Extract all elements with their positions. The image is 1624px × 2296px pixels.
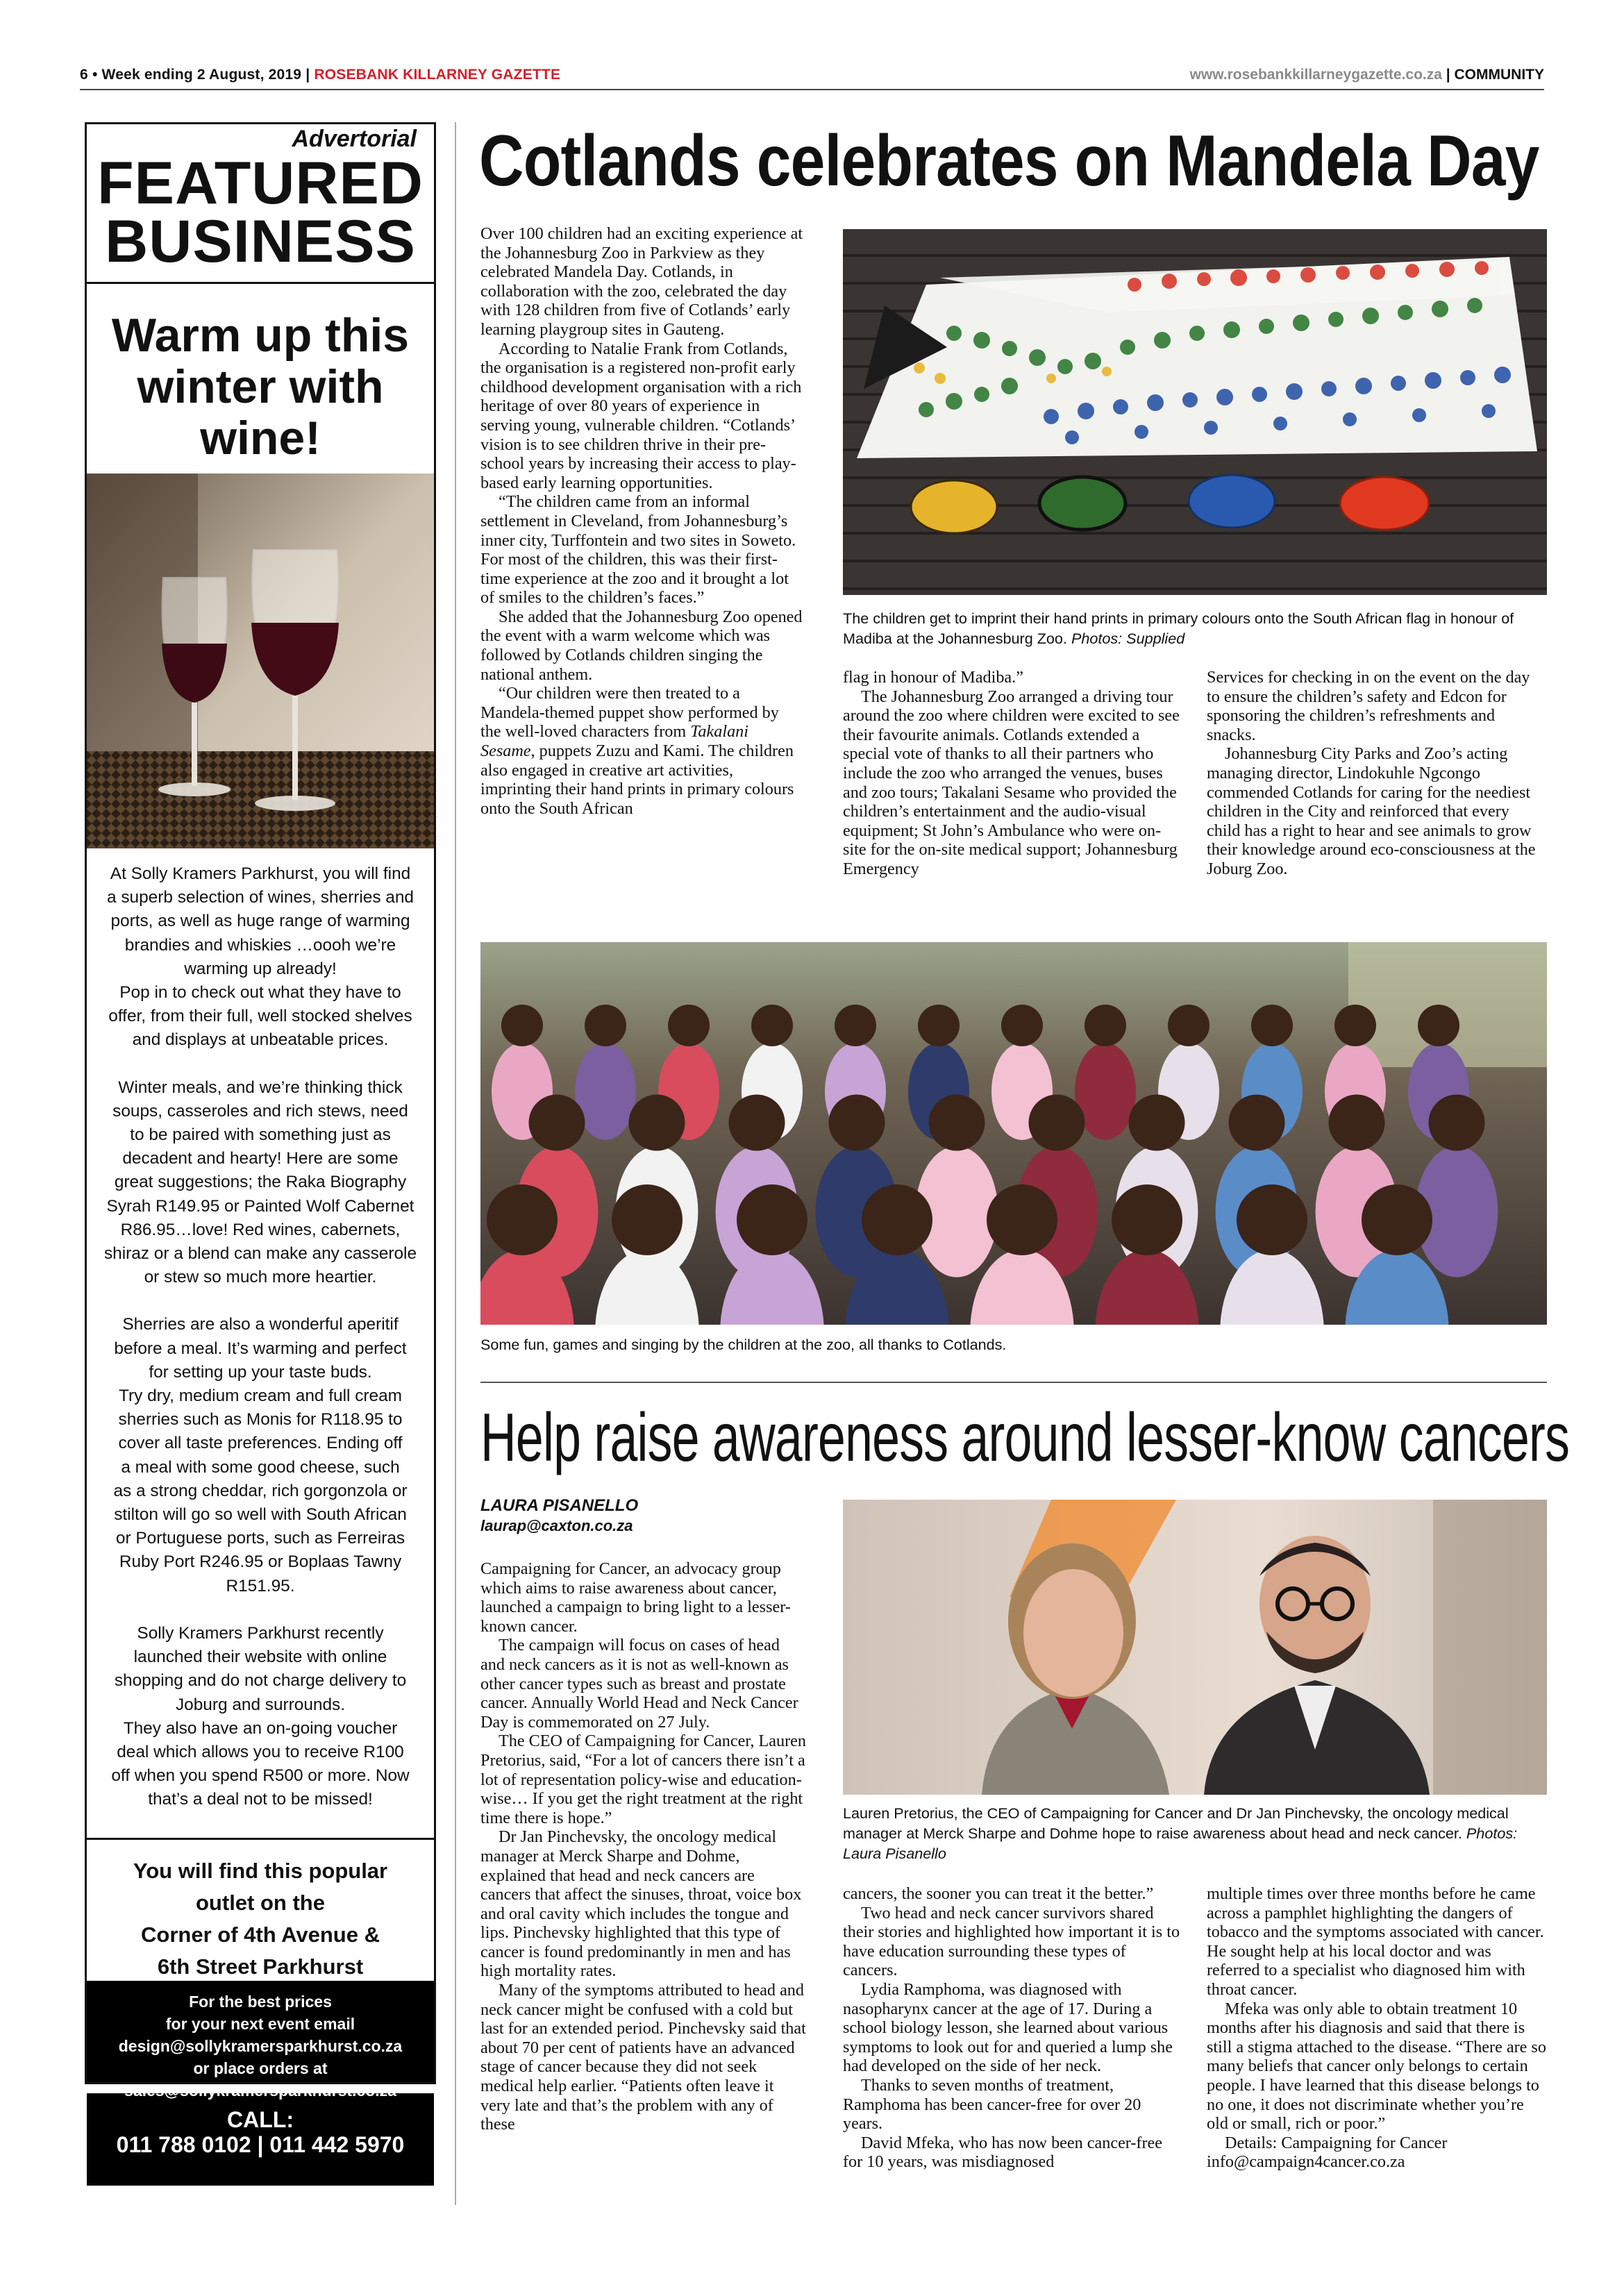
advert-copy-line: R86.95…love! Red wines, cabernets, <box>120 1220 401 1239</box>
location-line: outlet on the <box>196 1891 325 1915</box>
advert-copy-line: Syrah R149.95 or Painted Wolf Cabernet <box>106 1196 415 1216</box>
advert-copy-line: stilton will go so well with South African <box>114 1505 407 1525</box>
child-head <box>929 1095 985 1151</box>
call-numbers[interactable]: 011 788 0102 | 011 442 5970 <box>116 2132 405 2157</box>
article-1-paragraph: The Johannesburg Zoo arranged a driving tour around the zoo where children were excited to see their favourite animals. Cotlands extended a special vote of thanks to all their partners who include the zoo who arranged the venues, buses and zoo tours; Takalani Sesame who provided the children’s entertainment and the audio-visual equipment; St John’s Ambulance who were on-site for the on-site medical support; Johannesburg Emergency <box>843 687 1180 878</box>
advert-copy-line: shopping and do not charge delivery to <box>114 1671 407 1691</box>
photo-caption-1 <box>843 608 1547 648</box>
article-2-byline: LAURA PISANELLO <box>480 1496 639 1515</box>
website-link[interactable]: www.rosebankkillarneygazette.co.za <box>1189 67 1442 83</box>
photo-credit: Photos: Laura Pisanello <box>843 1825 1518 1862</box>
handprint-flag-photo <box>843 229 1547 595</box>
advert-copy-line: warming up already! <box>184 959 337 978</box>
article-1-paragraph: Over 100 children had an exciting experience at the Johannesburg Zoo in Parkview as they celebrated Mandela Day. Cotlands, in collaboration with the zoo, celebrated the day with 128 children from five of Cotlands’ early learning playgroup sites in Gauteng. <box>480 224 803 339</box>
advert-copy-gap <box>94 1053 427 1076</box>
photo-credit: Photos: Supplied <box>1071 630 1185 647</box>
page-header-left <box>80 67 560 83</box>
article-2-paragraph: Campaigning for Cancer, an advocacy group which aims to raise awareness about cancer, launched a campaign to bring light to a lesser-known cancer. <box>480 1559 791 1636</box>
email-link-sales[interactable]: sales@sollykramersparkhurst.co.za <box>124 2081 396 2100</box>
article-1-column-1 <box>480 224 803 818</box>
child-head <box>987 1184 1057 1255</box>
child-head <box>1001 1005 1043 1046</box>
advert-call <box>87 2107 434 2157</box>
photo-caption-2: Some fun, games and singing by the children at the zoo, all thanks to Cotlands. <box>480 1336 1007 1353</box>
advert-copy-line: or stew so much more heartier. <box>144 1268 377 1287</box>
header-bullet: • <box>92 67 98 83</box>
advert-body-copy <box>94 862 427 1812</box>
child-head <box>1229 1095 1285 1151</box>
article-separator <box>480 1382 1547 1383</box>
child-head <box>1429 1095 1485 1151</box>
article-1-text: “Our children were then treated to a Mandela-themed puppet show performed by the well-loved characters from <box>480 684 779 741</box>
advert-copy-line: and displays at unbeatable prices. <box>132 1030 389 1050</box>
child-head <box>1168 1005 1209 1046</box>
advert-copy-line: sherries such as Monis for R118.95 to <box>118 1410 403 1430</box>
prices-line: For the best prices <box>189 1993 332 2011</box>
advert-location <box>85 1855 436 1983</box>
advert-copy-line: decadent and hearty! Here are some <box>122 1149 399 1168</box>
article-1-paragraph: According to Natalie Frank from Cotlands, the organisation is a registered non-profit early childhood development organisation with a rich heritage of over 80 years of experience in serving young, vulnerable children. “Cotlands’ vision is to see children thrive in their pre-school years by increasing their access to play-based early learning opportunities. <box>480 339 802 492</box>
article-2-paragraph: Lydia Ramphoma, was diagnosed with nasopharynx cancer at the age of 17. During a school biology lesson, she learned about various symptoms to look out for and queried a lump she had developed on the side of her neck. <box>843 1979 1173 2076</box>
advert-copy-line: Try dry, medium cream and full cream <box>119 1386 402 1406</box>
child-head <box>612 1184 683 1255</box>
child-head <box>1237 1184 1307 1255</box>
article-2-column-1 <box>480 1559 807 2134</box>
advert-copy-line: soups, casseroles and rich stews, need <box>112 1101 408 1121</box>
child-head <box>729 1095 785 1151</box>
article-1-italic-name: Takalani Sesame <box>480 722 748 761</box>
child-head <box>1112 1184 1182 1255</box>
child-head <box>918 1005 960 1046</box>
section-name: COMMUNITY <box>1454 67 1544 83</box>
advert-copy-line: Winter meals, and we’re thinking thick <box>118 1078 403 1097</box>
advert-copy-line: Joburg and surrounds. <box>175 1695 346 1714</box>
child-head <box>585 1005 626 1046</box>
location-line: 6th Street Parkhurst <box>157 1954 364 1979</box>
advert-copy-gap <box>94 1598 427 1622</box>
article-2-paragraph: Mfeka was only able to obtain treatment 10 months after his diagnosis and said that there is still a stigma attached to the disease. “There are so many beliefs that cancer only belongs to certain people. I have learned that this disease belongs to no one, it does not discriminate whether you’re old or small, rich or poor.” <box>1207 1999 1546 2134</box>
header-separator-right: | <box>1446 67 1450 83</box>
article-2-paragraph: Thanks to seven months of treatment, Ramphoma has been cancer-free for over 20 years. <box>843 2075 1141 2134</box>
advert-copy-line: Pop in to check out what they have to <box>119 983 401 1003</box>
advert-headline-line-2: winter with <box>137 360 384 413</box>
prices-line: or place orders at <box>193 2059 328 2077</box>
article-2-column-3 <box>1207 1884 1547 2172</box>
article-2-paragraph: Many of the symptoms attributed to head and neck cancer might be confused with a cold but last for an extended period. Pinchevsky said that about 70 per cent of patients have an advanced stage of cancer because they did not seek medical help earlier. “Patients often leave it very late and that’s the problem with any of these <box>480 1981 806 2134</box>
child-head <box>1334 1005 1376 1046</box>
child-head <box>1418 1005 1459 1046</box>
advert-copy-line: launched their website with online <box>133 1648 387 1667</box>
advert-copy-line: to be paired with something just as <box>130 1125 391 1145</box>
advert-copy-line: R151.95. <box>226 1576 295 1595</box>
advert-copy-line: as a strong cheddar, rich gorgonzola or <box>113 1481 408 1500</box>
advert-rule-lower <box>85 1838 436 1840</box>
advert-copy-line: cover all taste preferences. Ending off <box>118 1434 403 1453</box>
advert-copy-line: great suggestions; the Raka Biography <box>114 1173 407 1192</box>
page-number: 6 <box>80 67 88 83</box>
article-2-column-2 <box>843 1884 1183 2172</box>
child-head <box>835 1005 876 1046</box>
article-1-text: , puppets Zuzu and Kami. The children also engaged in creative art activities, imprinting their hand prints in primary colours onto the South African <box>480 741 794 818</box>
article-2-paragraph: David Mfeka, who has now been cancer-free for 10 years, was misdiagnosed <box>843 2133 1163 2172</box>
child-head <box>529 1095 585 1151</box>
advert-copy-line: or Portuguese ports, such as Ferreiras <box>115 1529 405 1548</box>
article-2-paragraph: Two head and neck cancer survivors shared their stories and highlighted how important it is to have education surrounding these types of cancers. <box>843 1903 1180 1980</box>
advert-headline-line-3: wine! <box>200 412 321 464</box>
header-rule <box>80 89 1544 90</box>
featured-line-2: BUSINESS <box>105 208 416 275</box>
article-1-paragraph: Services for checking in on the event on the day to ensure the children’s safety and Edcon for sponsoring the children’s refreshments and snacks. <box>1207 668 1530 744</box>
advert-copy-gap <box>94 1289 427 1313</box>
call-label: CALL: <box>227 2107 294 2132</box>
article-1-paragraph <box>480 684 803 818</box>
article-1-paragraph: She added that the Johannesburg Zoo opened the event with a warm welcome which was followed by Cotlands children singing the national anthem. <box>480 607 803 684</box>
advert-copy-line: ports, as well as huge range of warming <box>110 912 410 931</box>
advert-contact-emails <box>87 1991 434 2102</box>
header-separator: | <box>305 67 310 83</box>
issue-date: Week ending 2 August, 2019 <box>101 67 302 83</box>
child-head <box>629 1095 685 1151</box>
child-head <box>737 1184 807 1255</box>
wine-glasses-photo <box>87 474 434 848</box>
advert-copy-line: They also have an on-going voucher <box>123 1718 398 1738</box>
advert-copy-line: Sherries are also a wonderful aperitif <box>122 1315 399 1334</box>
child-head <box>1085 1005 1126 1046</box>
advert-copy-line: At Solly Kramers Parkhurst, you will find <box>110 864 411 883</box>
article-2-paragraph: The campaign will focus on cases of head and neck cancers as it is not as well-known as other cancer types such as breast and prostate cancer. Annually World Head and Neck Cancer Day is commemorated on 27 July. <box>480 1636 798 1732</box>
column-divider <box>455 122 456 2205</box>
portrait-photo <box>843 1500 1547 1795</box>
featured-line-1: FEATURED <box>97 150 424 217</box>
advert-copy-line: Ruby Port R246.95 or Boplaas Tawny <box>119 1552 402 1572</box>
advert-copy-line: a superb selection of wines, sherries and <box>107 888 414 907</box>
article-1-paragraph: “The children came from an informal settlement in Cleveland, from Johannesburg’s inner city, Turffontein and two sites in Soweto. For most of the children, this was their first-time experience at the zoo and it brought a lot of smiles to the children’s faces.” <box>480 492 796 607</box>
advert-copy-line: shiraz or a blend can make any casserole <box>103 1244 417 1264</box>
page-header-right <box>1190 67 1544 83</box>
article-1-headline: Cotlands celebrates on Mandela Day <box>479 121 1539 201</box>
article-2-author-email[interactable]: laurap@caxton.co.za <box>480 1517 633 1534</box>
advert-copy-line: off when you spend R500 or more. Now <box>111 1766 410 1786</box>
advert-copy-line: Solly Kramers Parkhurst recently <box>137 1623 384 1643</box>
caption-text: Lauren Pretorius, the CEO of Campaigning for Cancer and Dr Jan Pinchevsky, the oncology medical manager at Merck Sharpe and Dohme hope to raise awareness about head and neck cancer. <box>843 1804 1509 1842</box>
child-head <box>1362 1184 1432 1255</box>
child-head <box>751 1005 793 1046</box>
child-head <box>862 1184 932 1255</box>
location-line: Corner of 4th Avenue & <box>141 1922 380 1947</box>
email-link-design[interactable]: design@sollykramersparkhurst.co.za <box>118 2037 403 2055</box>
article-2-paragraph: The CEO of Campaigning for Cancer, Lauren Pretorius, said, “For a lot of cancers there isn’t a lot of representation policy-wise and education-wise… If you get the right treatment at the right time there is hope.” <box>480 1732 806 1827</box>
child-head <box>1251 1005 1293 1046</box>
advert-headline-line-1: Warm up this <box>111 309 410 362</box>
child-head <box>501 1005 543 1046</box>
article-2-paragraph: multiple times over three months before he came across a pamphlet highlighting the dangers of tobacco and the symptoms associated with cancer. He sought help at his local doctor and was referred to a specialist who diagnosed him with throat cancer. <box>1207 1884 1544 1999</box>
advert-copy-line: for setting up your taste buds. <box>149 1362 372 1382</box>
publication-name: ROSEBANK KILLARNEY GAZETTE <box>314 67 561 83</box>
article-1-paragraph: flag in honour of Madiba.” <box>843 668 1023 687</box>
child-head <box>1029 1095 1085 1151</box>
advert-rule <box>85 282 436 284</box>
advert-headline <box>85 310 436 464</box>
advertorial-tag: Advertorial <box>292 126 417 152</box>
portrait-caption <box>843 1803 1547 1863</box>
location-line: You will find this popular <box>133 1859 388 1883</box>
article-2-paragraph: Dr Jan Pinchevsky, the oncology medical manager at Merck Sharpe and Dohme, explained that head and neck cancers are cancers that affect the sinuses, throat, voice box and oral cavity which includes the tongue and lips. Pinchevsky highlighted that this type of cancer is found predominantly in men and has high mortality rates. <box>480 1827 802 1981</box>
child-head <box>668 1005 710 1046</box>
child-head <box>829 1095 885 1151</box>
article-2-paragraph: cancers, the sooner you can treat it the better.” <box>843 1884 1154 1903</box>
advert-copy-line: that’s a deal not to be missed! <box>148 1790 373 1809</box>
advert-copy-line: deal which allows you to receive R100 <box>117 1742 404 1761</box>
featured-business-title <box>85 150 436 275</box>
advert-copy-line: brandies and whiskies …oooh we’re <box>124 935 396 955</box>
article-2-paragraph: Details: Campaigning for Cancer info@campaign4cancer.co.za <box>1207 2133 1448 2172</box>
advert-copy-line: offer, from their full, well stocked shelves <box>108 1007 412 1026</box>
children-singing-photo <box>480 942 1547 1325</box>
child-head <box>1329 1095 1385 1151</box>
child-head <box>487 1184 558 1255</box>
child-head <box>1129 1095 1185 1151</box>
article-2-headline: Help raise awareness around lesser-know cancers <box>480 1399 1570 1475</box>
article-1-column-2 <box>843 668 1183 879</box>
article-1-paragraph: Johannesburg City Parks and Zoo’s acting managing director, Lindokuhle Ngcongo commended Cotlands for caring for the neediest children in the City and reinforced that every child has a right to hear and see animals to grow their knowledge around eco-consciousness at the Joburg Zoo. <box>1207 744 1536 878</box>
advert-copy-line: a meal with some good cheese, such <box>121 1457 400 1477</box>
article-1-column-3 <box>1207 668 1547 879</box>
prices-line: for your next event email <box>165 2015 355 2033</box>
advert-copy-line: before a meal. It’s warming and perfect <box>114 1339 407 1358</box>
caption-text: The children get to imprint their hand prints in primary colours onto the South African flag in honour of Madiba at the Johannesburg Zoo. <box>843 610 1514 647</box>
